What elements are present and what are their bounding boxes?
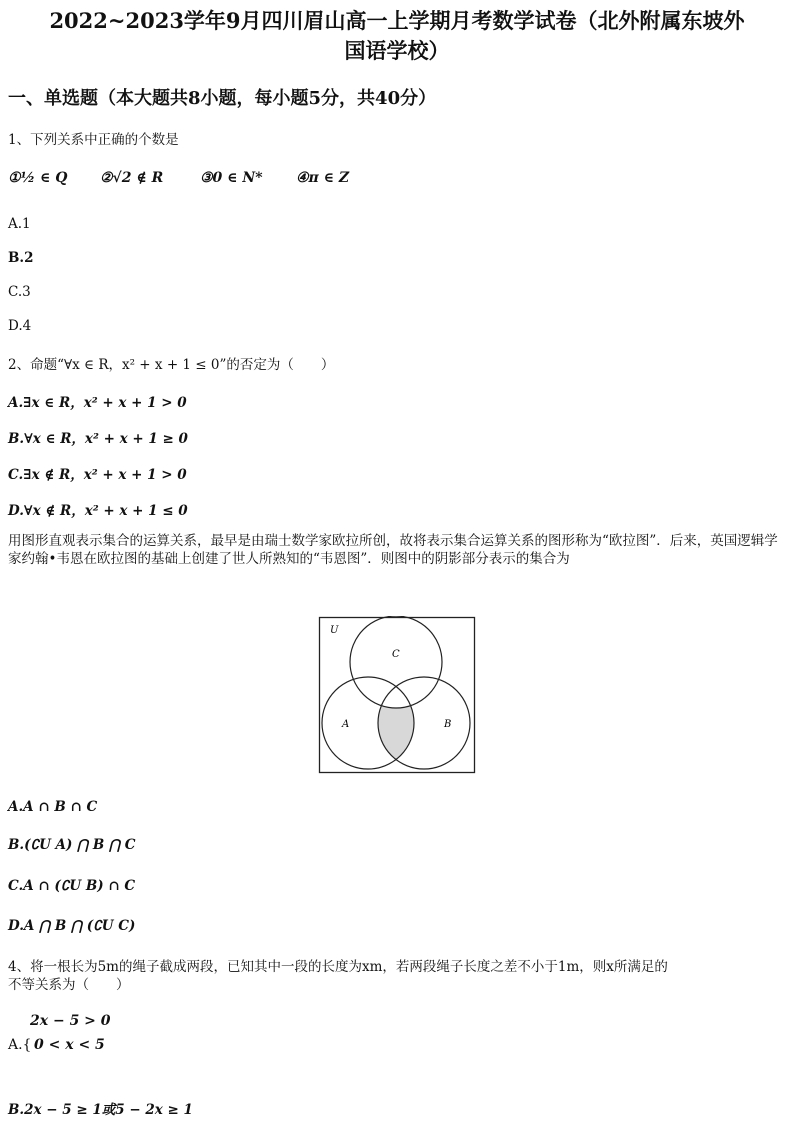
- q1-item-3: ③0 ∈ N*: [200, 170, 263, 186]
- label-a: A: [342, 719, 350, 730]
- q1-option-c: C.3: [8, 284, 31, 300]
- q1-option-a: A.1: [8, 216, 31, 232]
- q2-option-c: C.∃x ∉ R，x² + x + 1 > 0: [8, 467, 187, 483]
- q1-option-b: B.2: [8, 250, 34, 266]
- q4-option-a-bottom: 0 < x < 5: [34, 1037, 105, 1053]
- label-b: B: [444, 719, 452, 730]
- q4-stem-line2: 不等关系为（ ）: [8, 977, 130, 993]
- q3-option-d: D.A ⋂ B ⋂ (∁U C): [8, 918, 136, 934]
- paper-title-line2: 国语学校）: [344, 38, 450, 63]
- label-c: C: [392, 649, 400, 660]
- q2-option-d: D.∀x ∉ R，x² + x + 1 ≤ 0: [8, 503, 188, 519]
- q4-option-a-label: A.{: [8, 1037, 32, 1053]
- q2-option-b: B.∀x ∈ R，x² + x + 1 ≥ 0: [8, 431, 188, 447]
- q1-item-1: ①½ ∈ Q: [8, 170, 68, 186]
- q1-option-d: D.4: [8, 318, 32, 334]
- q3-option-a: A.A ∩ B ∩ C: [8, 799, 98, 815]
- q1-item-2: ②√2 ∉ R: [100, 170, 164, 186]
- q1-stem: 1、下列关系中正确的个数是: [8, 132, 179, 148]
- q4-option-b: B.2x − 5 ≥ 1或5 − 2x ≥ 1: [8, 1102, 193, 1118]
- q4-option-a-top: 2x − 5 > 0: [30, 1013, 111, 1029]
- q4-stem-line1: 4、将一根长为5m的绳子截成两段，已知其中一段的长度为xm，若两段绳子长度之差不小于1m，则x所满足的: [8, 959, 668, 975]
- venn-diagram: [318, 616, 476, 774]
- q2-option-a: A.∃x ∈ R，x² + x + 1 > 0: [8, 395, 187, 411]
- q3-option-c: C.A ∩ (∁U B) ∩ C: [8, 878, 136, 894]
- label-u: U: [330, 625, 339, 636]
- paper-title-line1: 2022~2023学年9月四川眉山高一上学期月考数学试卷（北外附属东坡外: [49, 8, 745, 33]
- section-heading: 一、单选题（本大题共8小题，每小题5分，共40分）: [8, 88, 437, 109]
- q3-option-b: B.(∁U A) ⋂ B ⋂ C: [8, 837, 136, 853]
- q3-stem: 用图形直观表示集合的运算关系，最早是由瑞士数学家欧拉所创，故将表示集合运算关系的图形称为“欧拉图”．后来，英国逻辑学家约翰•韦恩在欧拉图的基础上创建了世人所熟知的“韦恩图”．则图中的阴影部分表示的集合为: [8, 533, 778, 567]
- q2-stem: 2、命题“∀x ∈ R，x² + x + 1 ≤ 0”的否定为（ ）: [8, 357, 335, 373]
- q1-item-4: ④π ∈ Z: [296, 170, 350, 186]
- q1-items: [8, 160, 368, 200]
